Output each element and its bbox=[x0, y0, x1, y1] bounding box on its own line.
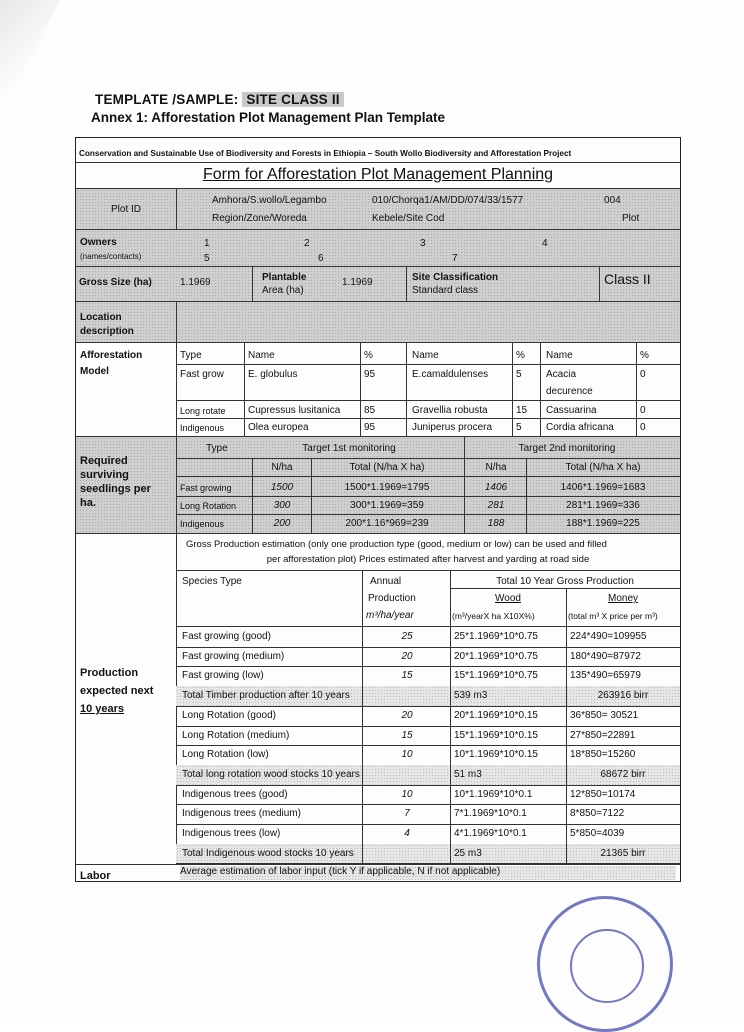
prod-h-wood-formula: (m³/yearX ha X10X%) bbox=[452, 611, 535, 621]
stamp-inner-ring bbox=[570, 929, 644, 1003]
surv-h-type: Type bbox=[206, 443, 228, 454]
management-plan-form bbox=[75, 137, 681, 882]
row-divider bbox=[176, 804, 680, 805]
row-divider bbox=[176, 647, 680, 648]
surv-cell: 281 bbox=[487, 500, 505, 511]
model-cell: 0 bbox=[640, 369, 646, 380]
model-cell: 95 bbox=[364, 369, 376, 380]
project-name: Conservation and Sustainable Use of Biodiversity and Forests in Ethiopia – South Wollo Biodiversity and Afforestation Project bbox=[79, 149, 572, 158]
prod-cell: Long Rotation (low) bbox=[182, 749, 269, 761]
plantable-sub: Area (ha) bbox=[262, 285, 304, 296]
row-divider bbox=[176, 824, 680, 825]
prod-cell: 12*850=10174 bbox=[570, 788, 636, 800]
surv-h-target1: Target 1st monitoring bbox=[302, 443, 396, 454]
labor-label: Labor bbox=[80, 870, 111, 882]
prod-h-money-formula: (total m³ X price per m³) bbox=[568, 611, 658, 621]
row-divider bbox=[176, 706, 680, 707]
annex-title: Annex 1: Afforestation Plot Management Plan Template bbox=[91, 110, 446, 125]
model-cell: Long rotate bbox=[180, 406, 226, 416]
prod-cell: Indigenous trees (low) bbox=[182, 828, 281, 839]
model-cell: 95 bbox=[364, 422, 376, 433]
model-h-pct2: % bbox=[516, 350, 525, 361]
surv-cell: Fast growing bbox=[180, 483, 232, 493]
surv-cell: 1406 bbox=[484, 482, 508, 493]
owner-3: 3 bbox=[420, 238, 426, 249]
surv-h-nha2: N/ha bbox=[485, 462, 507, 473]
prod-intro-2: per afforestation plot) Prices estimated after harvest and yarding at road side bbox=[266, 554, 590, 565]
model-h-name2: Name bbox=[412, 350, 439, 361]
surv-cell: 200*1.16*969=239 bbox=[345, 518, 429, 529]
surv-cell: 300 bbox=[273, 500, 291, 511]
gross-size-value: 1.1969 bbox=[180, 277, 211, 288]
labor-text: Average estimation of labor input (tick Y if applicable, N if not applicable) bbox=[180, 866, 676, 880]
prod-total-cell: 51 m3 bbox=[454, 768, 482, 780]
row-divider bbox=[176, 726, 680, 727]
prod-total-cell: 68672 birr bbox=[600, 768, 646, 780]
prod-total-cell: 21365 birr bbox=[600, 847, 646, 859]
surv-h-target2: Target 2nd monitoring bbox=[518, 443, 616, 454]
prod-cell: 135*490=65979 bbox=[570, 670, 641, 682]
surv-cell: 281*1.1969=336 bbox=[566, 500, 640, 511]
template-title bbox=[95, 92, 344, 107]
owners-sub: (names/contacts) bbox=[80, 252, 142, 261]
prod-h-annual2: Production bbox=[368, 593, 416, 604]
prod-cell: 10 bbox=[401, 749, 413, 761]
surv-cell: 188 bbox=[487, 518, 505, 529]
prod-cell: 10*1.1969*10*0.1 bbox=[454, 788, 533, 800]
prod-cell: 20 bbox=[401, 650, 413, 662]
prod-h-total: Total 10 Year Gross Production bbox=[496, 576, 634, 587]
prod-cell: Fast growing (medium) bbox=[182, 650, 285, 662]
surv-cell: 1500*1.1969=1795 bbox=[344, 482, 430, 493]
prod-total-cell: Total Timber production after 10 years bbox=[182, 690, 350, 702]
gross-size-label: Gross Size (ha) bbox=[79, 277, 152, 288]
prod-cell: 18*850=15260 bbox=[570, 749, 636, 761]
plot-label: Plot bbox=[622, 213, 640, 224]
prod-cell: Indigenous trees (medium) bbox=[182, 808, 301, 820]
owner-7: 7 bbox=[452, 253, 458, 264]
page-curl bbox=[0, 0, 60, 120]
surv-h-total2: Total (N/ha X ha) bbox=[565, 462, 641, 473]
surv-cell: 300*1.1969=359 bbox=[350, 500, 424, 511]
row-divider bbox=[176, 666, 680, 667]
site-class-highlight: SITE CLASS II bbox=[242, 92, 343, 107]
surv-cell: 1500 bbox=[270, 482, 294, 493]
prod-cell: 15*1.1969*10*0.75 bbox=[454, 670, 538, 682]
region-label: Region/Zone/Woreda bbox=[212, 213, 307, 224]
prod-total-cell: Total Indigenous wood stocks 10 years bbox=[182, 847, 354, 859]
prod-cell: 5*850=4039 bbox=[570, 828, 625, 839]
prod-cell: 20*1.1969*10*0.75 bbox=[454, 650, 538, 662]
model-h-name1: Name bbox=[248, 350, 275, 361]
prod-cell: 27*850=22891 bbox=[570, 729, 636, 741]
owner-2: 2 bbox=[304, 238, 310, 249]
plantable-label: Plantable bbox=[262, 272, 307, 283]
surv-cell: 188*1.1969=225 bbox=[566, 518, 640, 529]
model-cell: Cordia africana bbox=[546, 422, 614, 433]
model-cell: 85 bbox=[364, 405, 376, 416]
production-label: expected next bbox=[80, 685, 154, 697]
prod-intro-1: Gross Production estimation (only one production type (good, medium or low) can be used and filled bbox=[186, 539, 607, 550]
model-h-pct1: % bbox=[364, 350, 373, 361]
model-cell: 5 bbox=[516, 369, 522, 380]
prod-cell: 4 bbox=[404, 828, 410, 839]
model-cell: decurence bbox=[546, 386, 593, 397]
model-cell: 0 bbox=[640, 422, 646, 433]
prod-cell: 20*1.1969*10*0.15 bbox=[454, 709, 538, 721]
plantable-value: 1.1969 bbox=[342, 277, 373, 288]
kebele-label: Kebele/Site Cod bbox=[372, 213, 445, 224]
production-label: Production bbox=[80, 667, 139, 679]
location-label: Location bbox=[80, 312, 122, 323]
seedlings-label: ha. bbox=[80, 497, 96, 509]
surv-h-nha1: N/ha bbox=[271, 462, 293, 473]
production-label: 10 years bbox=[80, 703, 125, 715]
model-cell: Juniperus procera bbox=[412, 422, 493, 433]
model-cell: 5 bbox=[516, 422, 522, 433]
model-h-type: Type bbox=[180, 350, 202, 361]
surv-cell: 200 bbox=[273, 518, 291, 529]
model-cell: Gravellia robusta bbox=[412, 405, 488, 416]
kebele-value: 010/Chorqa1/AM/DD/074/33/1577 bbox=[372, 195, 524, 206]
model-cell: 15 bbox=[516, 405, 528, 416]
model-cell: Indigenous bbox=[180, 423, 225, 433]
prod-cell: 36*850= 30521 bbox=[570, 709, 639, 721]
surv-cell: Long Rotation bbox=[180, 501, 237, 511]
model-cell: E. globulus bbox=[248, 369, 298, 380]
prod-cell: 224*490=109955 bbox=[570, 631, 647, 642]
prod-cell: 7 bbox=[404, 808, 410, 820]
prod-cell: 10*1.1969*10*0.15 bbox=[454, 749, 538, 761]
model-cell: Acacia bbox=[546, 369, 577, 380]
model-h-pct3: % bbox=[640, 350, 649, 361]
prod-total-cell: 539 m3 bbox=[454, 690, 488, 702]
prod-h-annual: Annual bbox=[370, 576, 402, 587]
surv-h-total1: Total (N/ha X ha) bbox=[349, 462, 425, 473]
seedlings-label: seedlings per bbox=[80, 483, 151, 495]
prod-cell: 25 bbox=[401, 631, 413, 642]
prod-total-cell: 263916 birr bbox=[597, 690, 649, 702]
plot-id-label: Plot ID bbox=[110, 204, 141, 215]
model-cell: Fast grow bbox=[180, 369, 224, 380]
site-class-sub: Standard class bbox=[412, 285, 479, 296]
seedlings-label: Required bbox=[80, 455, 128, 467]
prod-cell: 10 bbox=[401, 788, 413, 800]
model-cell: Olea europea bbox=[248, 422, 309, 433]
surv-cell: 1406*1.1969=1683 bbox=[560, 482, 646, 493]
prod-cell: Long Rotation (medium) bbox=[182, 729, 290, 741]
prod-h-money: Money bbox=[607, 593, 638, 604]
prod-h-annual3: m³/ha/year bbox=[366, 610, 414, 621]
location-sub: description bbox=[80, 326, 134, 337]
form-title: Form for Afforestation Plot Management Planning bbox=[202, 166, 554, 183]
row-divider bbox=[176, 785, 680, 786]
prod-total-cell: Total long rotation wood stocks 10 years bbox=[182, 768, 360, 780]
title-prefix: TEMPLATE /SAMPLE: bbox=[95, 92, 239, 107]
model-label: Afforestation bbox=[80, 350, 143, 361]
surv-cell: Indigenous bbox=[180, 519, 225, 529]
prod-cell: 25*1.1969*10*0.75 bbox=[454, 631, 538, 642]
model-cell: Cupressus lusitanica bbox=[248, 405, 341, 416]
prod-cell: 7*1.1969*10*0.1 bbox=[454, 808, 527, 820]
owner-4: 4 bbox=[542, 238, 548, 249]
site-class-label: Site Classification bbox=[412, 272, 499, 283]
prod-cell: 15 bbox=[401, 729, 413, 741]
region-value: Amhora/S.wollo/Legambo bbox=[212, 195, 327, 206]
prod-total-cell: 25 m3 bbox=[454, 847, 482, 859]
prod-cell: 8*850=7122 bbox=[570, 808, 625, 820]
row-divider bbox=[176, 745, 680, 746]
prod-h-species: Species Type bbox=[182, 576, 242, 587]
prod-cell: 180*490=87972 bbox=[570, 650, 641, 662]
owners-label: Owners bbox=[80, 237, 117, 248]
model-cell: Cassuarina bbox=[546, 405, 597, 416]
prod-h-wood: Wood bbox=[495, 593, 521, 604]
owner-1: 1 bbox=[204, 238, 210, 249]
seedlings-label: surviving bbox=[80, 469, 129, 481]
prod-cell: 15*1.1969*10*0.15 bbox=[454, 729, 538, 741]
prod-cell: Fast growing (good) bbox=[182, 631, 271, 642]
prod-cell: 20 bbox=[401, 709, 413, 721]
plot-value: 004 bbox=[604, 195, 621, 206]
prod-cell: 15 bbox=[401, 670, 413, 682]
prod-cell: Long Rotation (good) bbox=[182, 709, 276, 721]
prod-cell: Indigenous trees (good) bbox=[182, 788, 288, 800]
model-h-name3: Name bbox=[546, 350, 573, 361]
owner-5: 5 bbox=[204, 253, 210, 264]
official-stamp bbox=[537, 896, 673, 1032]
site-class-value: Class II bbox=[604, 271, 651, 287]
model-sub: Model bbox=[80, 366, 109, 377]
prod-cell: 4*1.1969*10*0.1 bbox=[454, 828, 527, 839]
owner-6: 6 bbox=[318, 253, 324, 264]
model-cell: 0 bbox=[640, 405, 646, 416]
model-cell: E.camaldulenses bbox=[412, 369, 489, 380]
prod-cell: Fast growing (low) bbox=[182, 670, 264, 682]
